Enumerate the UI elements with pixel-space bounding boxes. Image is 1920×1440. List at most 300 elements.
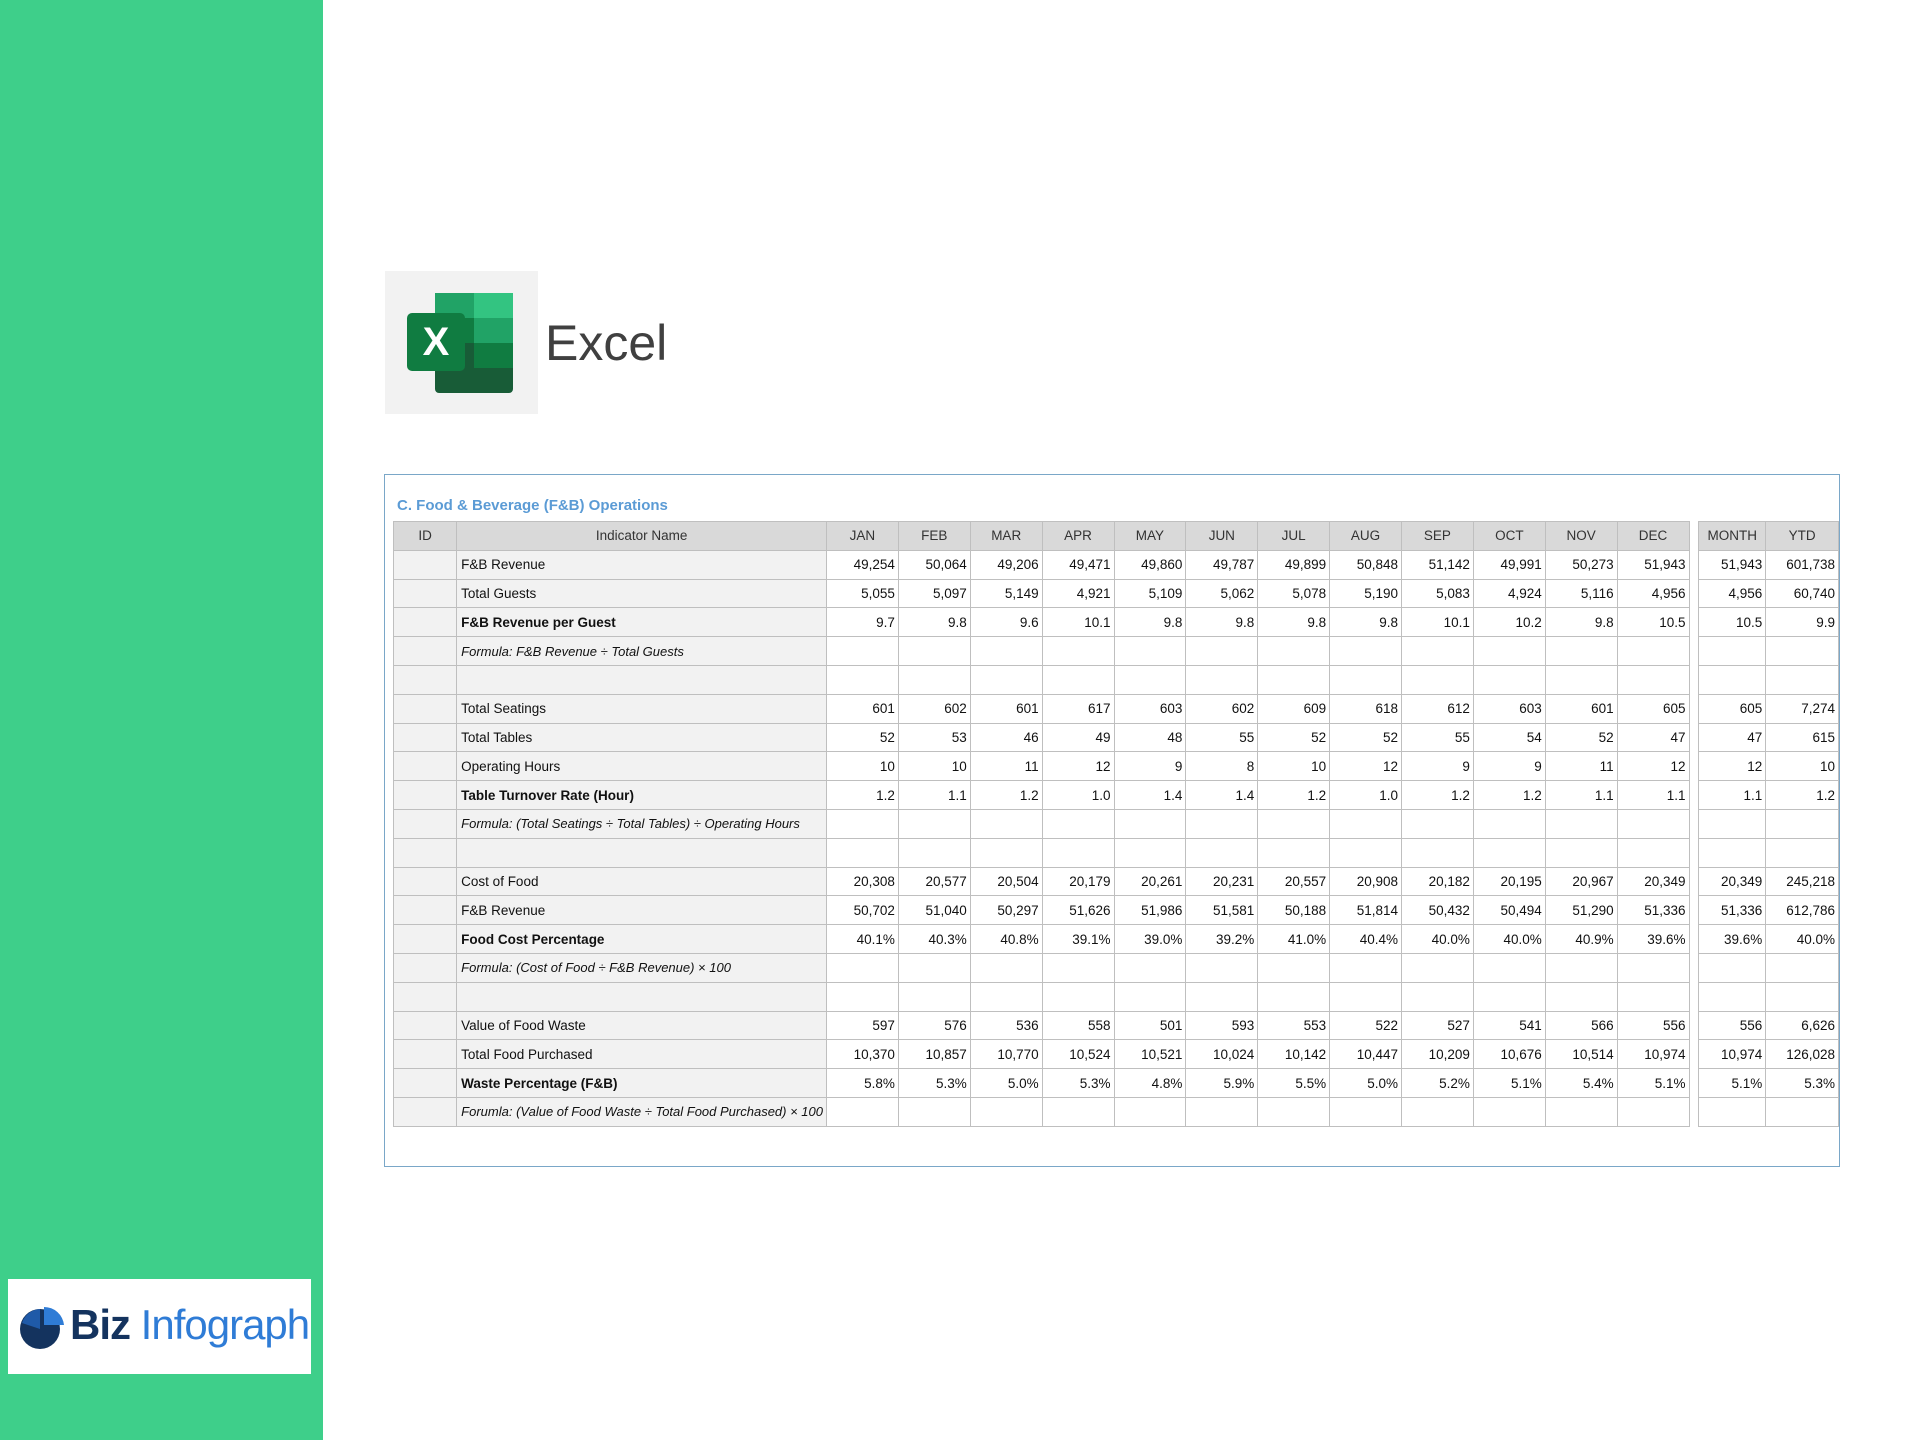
value-cell[interactable]: 553	[1258, 1011, 1330, 1040]
id-cell[interactable]	[394, 694, 457, 723]
value-cell[interactable]: 9.8	[898, 608, 970, 637]
value-cell[interactable]: 1.1	[1699, 781, 1766, 810]
value-cell[interactable]	[898, 838, 970, 867]
value-cell[interactable]	[1330, 809, 1402, 838]
value-cell[interactable]: 5,109	[1114, 579, 1186, 608]
value-cell[interactable]: 20,967	[1545, 867, 1617, 896]
value-cell[interactable]: 40.4%	[1330, 925, 1402, 954]
value-cell[interactable]: 5,190	[1330, 579, 1402, 608]
id-cell[interactable]	[394, 809, 457, 838]
value-cell[interactable]	[1186, 838, 1258, 867]
value-cell[interactable]	[1699, 953, 1766, 982]
column-header[interactable]: JUN	[1186, 522, 1258, 551]
id-cell[interactable]	[394, 867, 457, 896]
value-cell[interactable]: 9.6	[970, 608, 1042, 637]
value-cell[interactable]	[1617, 637, 1689, 666]
value-cell[interactable]: 9.8	[1258, 608, 1330, 637]
value-cell[interactable]: 605	[1617, 694, 1689, 723]
value-cell[interactable]: 49,254	[827, 550, 899, 579]
column-header[interactable]: AUG	[1330, 522, 1402, 551]
value-cell[interactable]	[898, 953, 970, 982]
value-cell[interactable]	[1617, 982, 1689, 1011]
value-cell[interactable]	[1473, 809, 1545, 838]
column-header[interactable]: NOV	[1545, 522, 1617, 551]
indicator-name-cell[interactable]: Total Guests	[457, 579, 827, 608]
value-cell[interactable]	[1042, 953, 1114, 982]
column-header[interactable]: Indicator Name	[457, 522, 827, 551]
value-cell[interactable]	[970, 953, 1042, 982]
value-cell[interactable]: 4,921	[1042, 579, 1114, 608]
value-cell[interactable]	[1617, 838, 1689, 867]
value-cell[interactable]: 47	[1699, 723, 1766, 752]
indicator-name-cell[interactable]: F&B Revenue per Guest	[457, 608, 827, 637]
value-cell[interactable]: 52	[1258, 723, 1330, 752]
value-cell[interactable]: 601	[1545, 694, 1617, 723]
value-cell[interactable]	[898, 1097, 970, 1126]
column-header[interactable]: APR	[1042, 522, 1114, 551]
id-cell[interactable]	[394, 579, 457, 608]
value-cell[interactable]: 609	[1258, 694, 1330, 723]
value-cell[interactable]: 60,740	[1766, 579, 1839, 608]
value-cell[interactable]	[1114, 809, 1186, 838]
value-cell[interactable]: 49	[1042, 723, 1114, 752]
value-cell[interactable]: 48	[1114, 723, 1186, 752]
value-cell[interactable]: 20,179	[1042, 867, 1114, 896]
value-cell[interactable]	[1473, 953, 1545, 982]
value-cell[interactable]	[1402, 1097, 1474, 1126]
value-cell[interactable]	[1545, 982, 1617, 1011]
value-cell[interactable]	[1186, 665, 1258, 694]
value-cell[interactable]: 49,471	[1042, 550, 1114, 579]
value-cell[interactable]: 20,349	[1617, 867, 1689, 896]
value-cell[interactable]: 10,676	[1473, 1040, 1545, 1069]
value-cell[interactable]: 50,702	[827, 896, 899, 925]
id-cell[interactable]	[394, 637, 457, 666]
value-cell[interactable]: 5.1%	[1699, 1069, 1766, 1098]
id-cell[interactable]	[394, 1040, 457, 1069]
value-cell[interactable]: 47	[1617, 723, 1689, 752]
value-cell[interactable]: 5.1%	[1617, 1069, 1689, 1098]
value-cell[interactable]: 12	[1042, 752, 1114, 781]
value-cell[interactable]	[827, 838, 899, 867]
id-cell[interactable]	[394, 752, 457, 781]
value-cell[interactable]: 20,182	[1402, 867, 1474, 896]
value-cell[interactable]: 50,188	[1258, 896, 1330, 925]
column-header[interactable]: JAN	[827, 522, 899, 551]
value-cell[interactable]: 39.6%	[1617, 925, 1689, 954]
id-cell[interactable]	[394, 896, 457, 925]
indicator-name-cell[interactable]: F&B Revenue	[457, 550, 827, 579]
value-cell[interactable]: 556	[1617, 1011, 1689, 1040]
value-cell[interactable]: 9.7	[827, 608, 899, 637]
value-cell[interactable]: 5,062	[1186, 579, 1258, 608]
value-cell[interactable]: 612,786	[1766, 896, 1839, 925]
value-cell[interactable]: 51,943	[1617, 550, 1689, 579]
indicator-name-cell[interactable]: F&B Revenue	[457, 896, 827, 925]
value-cell[interactable]: 10,524	[1042, 1040, 1114, 1069]
value-cell[interactable]: 40.0%	[1766, 925, 1839, 954]
value-cell[interactable]: 51,142	[1402, 550, 1474, 579]
value-cell[interactable]	[827, 809, 899, 838]
value-cell[interactable]: 541	[1473, 1011, 1545, 1040]
value-cell[interactable]: 10,024	[1186, 1040, 1258, 1069]
value-cell[interactable]: 51,943	[1699, 550, 1766, 579]
value-cell[interactable]: 54	[1473, 723, 1545, 752]
indicator-name-cell[interactable]: Value of Food Waste	[457, 1011, 827, 1040]
value-cell[interactable]: 576	[898, 1011, 970, 1040]
value-cell[interactable]: 536	[970, 1011, 1042, 1040]
value-cell[interactable]	[1258, 637, 1330, 666]
value-cell[interactable]: 10	[898, 752, 970, 781]
value-cell[interactable]: 6,626	[1766, 1011, 1839, 1040]
value-cell[interactable]: 10,974	[1699, 1040, 1766, 1069]
value-cell[interactable]: 5.0%	[1330, 1069, 1402, 1098]
value-cell[interactable]	[1699, 838, 1766, 867]
value-cell[interactable]: 12	[1330, 752, 1402, 781]
value-cell[interactable]: 49,860	[1114, 550, 1186, 579]
value-cell[interactable]: 1.2	[1402, 781, 1474, 810]
value-cell[interactable]: 11	[1545, 752, 1617, 781]
value-cell[interactable]: 605	[1699, 694, 1766, 723]
value-cell[interactable]: 49,206	[970, 550, 1042, 579]
value-cell[interactable]: 617	[1042, 694, 1114, 723]
value-cell[interactable]: 39.0%	[1114, 925, 1186, 954]
value-cell[interactable]: 8	[1186, 752, 1258, 781]
value-cell[interactable]: 527	[1402, 1011, 1474, 1040]
value-cell[interactable]: 5.3%	[898, 1069, 970, 1098]
value-cell[interactable]: 40.1%	[827, 925, 899, 954]
value-cell[interactable]: 522	[1330, 1011, 1402, 1040]
value-cell[interactable]: 20,504	[970, 867, 1042, 896]
column-header[interactable]: MONTH	[1699, 522, 1766, 551]
value-cell[interactable]: 5,083	[1402, 579, 1474, 608]
indicator-name-cell[interactable]: Operating Hours	[457, 752, 827, 781]
indicator-name-cell[interactable]: Total Food Purchased	[457, 1040, 827, 1069]
indicator-name-cell[interactable]: Cost of Food	[457, 867, 827, 896]
value-cell[interactable]: 10,521	[1114, 1040, 1186, 1069]
value-cell[interactable]	[1766, 982, 1839, 1011]
value-cell[interactable]	[1766, 953, 1839, 982]
value-cell[interactable]: 5.3%	[1766, 1069, 1839, 1098]
value-cell[interactable]: 9	[1402, 752, 1474, 781]
value-cell[interactable]: 40.8%	[970, 925, 1042, 954]
id-cell[interactable]	[394, 665, 457, 694]
value-cell[interactable]	[1545, 665, 1617, 694]
value-cell[interactable]: 597	[827, 1011, 899, 1040]
column-header[interactable]: SEP	[1402, 522, 1474, 551]
value-cell[interactable]: 10.5	[1699, 608, 1766, 637]
value-cell[interactable]: 9	[1114, 752, 1186, 781]
value-cell[interactable]: 1.2	[1766, 781, 1839, 810]
value-cell[interactable]: 9.8	[1186, 608, 1258, 637]
value-cell[interactable]: 126,028	[1766, 1040, 1839, 1069]
value-cell[interactable]	[1402, 637, 1474, 666]
id-cell[interactable]	[394, 925, 457, 954]
value-cell[interactable]	[1473, 665, 1545, 694]
value-cell[interactable]: 41.0%	[1258, 925, 1330, 954]
value-cell[interactable]	[970, 838, 1042, 867]
value-cell[interactable]: 50,848	[1330, 550, 1402, 579]
column-header[interactable]: DEC	[1617, 522, 1689, 551]
value-cell[interactable]	[1042, 1097, 1114, 1126]
value-cell[interactable]	[1545, 637, 1617, 666]
value-cell[interactable]	[1766, 1097, 1839, 1126]
value-cell[interactable]	[1473, 637, 1545, 666]
value-cell[interactable]	[1617, 665, 1689, 694]
value-cell[interactable]: 39.6%	[1699, 925, 1766, 954]
value-cell[interactable]: 603	[1114, 694, 1186, 723]
value-cell[interactable]: 46	[970, 723, 1042, 752]
value-cell[interactable]	[1402, 665, 1474, 694]
value-cell[interactable]: 20,349	[1699, 867, 1766, 896]
value-cell[interactable]: 50,494	[1473, 896, 1545, 925]
value-cell[interactable]	[1473, 1097, 1545, 1126]
indicator-name-cell[interactable]: Food Cost Percentage	[457, 925, 827, 954]
value-cell[interactable]: 9.8	[1545, 608, 1617, 637]
value-cell[interactable]: 51,626	[1042, 896, 1114, 925]
value-cell[interactable]: 4,956	[1617, 579, 1689, 608]
value-cell[interactable]	[1258, 982, 1330, 1011]
value-cell[interactable]	[1402, 809, 1474, 838]
value-cell[interactable]: 1.2	[1258, 781, 1330, 810]
value-cell[interactable]: 9.9	[1766, 608, 1839, 637]
value-cell[interactable]	[1699, 637, 1766, 666]
value-cell[interactable]	[1699, 665, 1766, 694]
value-cell[interactable]	[1042, 665, 1114, 694]
value-cell[interactable]: 10.5	[1617, 608, 1689, 637]
value-cell[interactable]: 55	[1186, 723, 1258, 752]
value-cell[interactable]: 10,770	[970, 1040, 1042, 1069]
value-cell[interactable]: 50,297	[970, 896, 1042, 925]
value-cell[interactable]: 556	[1699, 1011, 1766, 1040]
value-cell[interactable]	[1766, 665, 1839, 694]
value-cell[interactable]: 52	[1545, 723, 1617, 752]
value-cell[interactable]	[1545, 809, 1617, 838]
value-cell[interactable]	[1186, 637, 1258, 666]
value-cell[interactable]	[1545, 838, 1617, 867]
value-cell[interactable]: 10.1	[1042, 608, 1114, 637]
value-cell[interactable]: 4.8%	[1114, 1069, 1186, 1098]
value-cell[interactable]: 20,231	[1186, 867, 1258, 896]
value-cell[interactable]	[970, 982, 1042, 1011]
value-cell[interactable]: 39.2%	[1186, 925, 1258, 954]
value-cell[interactable]: 53	[898, 723, 970, 752]
id-cell[interactable]	[394, 723, 457, 752]
value-cell[interactable]: 52	[1330, 723, 1402, 752]
value-cell[interactable]: 40.3%	[898, 925, 970, 954]
id-cell[interactable]	[394, 1069, 457, 1098]
value-cell[interactable]: 1.4	[1114, 781, 1186, 810]
value-cell[interactable]	[1258, 1097, 1330, 1126]
value-cell[interactable]	[1114, 1097, 1186, 1126]
value-cell[interactable]: 5,149	[970, 579, 1042, 608]
value-cell[interactable]	[1473, 982, 1545, 1011]
value-cell[interactable]: 49,991	[1473, 550, 1545, 579]
value-cell[interactable]: 12	[1617, 752, 1689, 781]
value-cell[interactable]	[1114, 953, 1186, 982]
value-cell[interactable]	[1402, 982, 1474, 1011]
value-cell[interactable]: 1.1	[1545, 781, 1617, 810]
value-cell[interactable]: 10	[1766, 752, 1839, 781]
value-cell[interactable]: 602	[898, 694, 970, 723]
value-cell[interactable]	[1186, 1097, 1258, 1126]
indicator-name-cell[interactable]: Total Tables	[457, 723, 827, 752]
value-cell[interactable]: 10.2	[1473, 608, 1545, 637]
value-cell[interactable]: 1.2	[827, 781, 899, 810]
value-cell[interactable]: 12	[1699, 752, 1766, 781]
value-cell[interactable]: 5,116	[1545, 579, 1617, 608]
column-header[interactable]: MAR	[970, 522, 1042, 551]
value-cell[interactable]	[1114, 982, 1186, 1011]
value-cell[interactable]: 1.1	[898, 781, 970, 810]
value-cell[interactable]	[1042, 838, 1114, 867]
value-cell[interactable]	[1330, 838, 1402, 867]
value-cell[interactable]	[1699, 1097, 1766, 1126]
value-cell[interactable]: 9.8	[1114, 608, 1186, 637]
value-cell[interactable]	[1617, 809, 1689, 838]
value-cell[interactable]: 10,142	[1258, 1040, 1330, 1069]
value-cell[interactable]: 1.2	[970, 781, 1042, 810]
value-cell[interactable]	[1699, 809, 1766, 838]
value-cell[interactable]: 1.0	[1330, 781, 1402, 810]
formula-cell[interactable]: Forumla: (Value of Food Waste ÷ Total Food Purchased) × 100	[457, 1097, 827, 1126]
value-cell[interactable]	[1617, 953, 1689, 982]
value-cell[interactable]: 10,209	[1402, 1040, 1474, 1069]
value-cell[interactable]: 39.1%	[1042, 925, 1114, 954]
value-cell[interactable]	[1114, 838, 1186, 867]
value-cell[interactable]: 601,738	[1766, 550, 1839, 579]
column-header[interactable]: FEB	[898, 522, 970, 551]
value-cell[interactable]	[827, 953, 899, 982]
value-cell[interactable]: 5.4%	[1545, 1069, 1617, 1098]
column-header[interactable]: OCT	[1473, 522, 1545, 551]
value-cell[interactable]: 601	[827, 694, 899, 723]
value-cell[interactable]: 4,924	[1473, 579, 1545, 608]
value-cell[interactable]	[898, 809, 970, 838]
value-cell[interactable]: 20,261	[1114, 867, 1186, 896]
value-cell[interactable]	[1258, 953, 1330, 982]
value-cell[interactable]	[1545, 1097, 1617, 1126]
indicator-name-cell[interactable]: Table Turnover Rate (Hour)	[457, 781, 827, 810]
value-cell[interactable]: 5,097	[898, 579, 970, 608]
value-cell[interactable]	[1186, 809, 1258, 838]
value-cell[interactable]: 5.1%	[1473, 1069, 1545, 1098]
value-cell[interactable]	[1330, 953, 1402, 982]
value-cell[interactable]: 4,956	[1699, 579, 1766, 608]
value-cell[interactable]: 10,974	[1617, 1040, 1689, 1069]
value-cell[interactable]: 20,195	[1473, 867, 1545, 896]
value-cell[interactable]: 51,040	[898, 896, 970, 925]
column-header[interactable]: MAY	[1114, 522, 1186, 551]
value-cell[interactable]	[1258, 809, 1330, 838]
value-cell[interactable]: 5.5%	[1258, 1069, 1330, 1098]
value-cell[interactable]	[827, 1097, 899, 1126]
value-cell[interactable]: 51,814	[1330, 896, 1402, 925]
id-cell[interactable]	[394, 781, 457, 810]
value-cell[interactable]: 5.2%	[1402, 1069, 1474, 1098]
id-cell[interactable]	[394, 953, 457, 982]
column-header[interactable]: ID	[394, 522, 457, 551]
value-cell[interactable]	[827, 982, 899, 1011]
value-cell[interactable]: 603	[1473, 694, 1545, 723]
value-cell[interactable]	[1258, 838, 1330, 867]
value-cell[interactable]	[1042, 982, 1114, 1011]
value-cell[interactable]: 49,787	[1186, 550, 1258, 579]
value-cell[interactable]: 51,581	[1186, 896, 1258, 925]
value-cell[interactable]	[1114, 665, 1186, 694]
value-cell[interactable]: 593	[1186, 1011, 1258, 1040]
value-cell[interactable]	[827, 665, 899, 694]
value-cell[interactable]: 5,055	[827, 579, 899, 608]
value-cell[interactable]: 1.4	[1186, 781, 1258, 810]
value-cell[interactable]	[1617, 1097, 1689, 1126]
id-cell[interactable]	[394, 1011, 457, 1040]
value-cell[interactable]: 20,908	[1330, 867, 1402, 896]
value-cell[interactable]: 55	[1402, 723, 1474, 752]
value-cell[interactable]	[1258, 665, 1330, 694]
value-cell[interactable]: 50,273	[1545, 550, 1617, 579]
value-cell[interactable]: 50,432	[1402, 896, 1474, 925]
value-cell[interactable]: 5.3%	[1042, 1069, 1114, 1098]
value-cell[interactable]: 20,557	[1258, 867, 1330, 896]
value-cell[interactable]: 1.1	[1617, 781, 1689, 810]
value-cell[interactable]: 601	[970, 694, 1042, 723]
value-cell[interactable]	[1330, 665, 1402, 694]
value-cell[interactable]: 51,290	[1545, 896, 1617, 925]
value-cell[interactable]: 1.2	[1473, 781, 1545, 810]
value-cell[interactable]: 10.1	[1402, 608, 1474, 637]
value-cell[interactable]	[1330, 982, 1402, 1011]
indicator-name-cell[interactable]	[457, 838, 827, 867]
value-cell[interactable]	[1402, 838, 1474, 867]
id-cell[interactable]	[394, 550, 457, 579]
value-cell[interactable]: 10,447	[1330, 1040, 1402, 1069]
value-cell[interactable]	[1545, 953, 1617, 982]
value-cell[interactable]: 10,370	[827, 1040, 899, 1069]
value-cell[interactable]: 10,857	[898, 1040, 970, 1069]
value-cell[interactable]: 51,336	[1617, 896, 1689, 925]
column-header[interactable]: YTD	[1766, 522, 1839, 551]
value-cell[interactable]	[1766, 809, 1839, 838]
id-cell[interactable]	[394, 982, 457, 1011]
value-cell[interactable]	[1114, 637, 1186, 666]
value-cell[interactable]	[1699, 982, 1766, 1011]
value-cell[interactable]: 10,514	[1545, 1040, 1617, 1069]
value-cell[interactable]: 602	[1186, 694, 1258, 723]
indicator-name-cell[interactable]	[457, 665, 827, 694]
column-header[interactable]: JUL	[1258, 522, 1330, 551]
value-cell[interactable]: 612	[1402, 694, 1474, 723]
value-cell[interactable]: 40.0%	[1402, 925, 1474, 954]
value-cell[interactable]: 1.0	[1042, 781, 1114, 810]
value-cell[interactable]	[1186, 982, 1258, 1011]
value-cell[interactable]: 615	[1766, 723, 1839, 752]
value-cell[interactable]	[1330, 1097, 1402, 1126]
value-cell[interactable]	[898, 637, 970, 666]
value-cell[interactable]: 5.0%	[970, 1069, 1042, 1098]
value-cell[interactable]	[1330, 637, 1402, 666]
value-cell[interactable]: 10	[827, 752, 899, 781]
value-cell[interactable]: 5,078	[1258, 579, 1330, 608]
id-cell[interactable]	[394, 1097, 457, 1126]
value-cell[interactable]: 7,274	[1766, 694, 1839, 723]
value-cell[interactable]: 501	[1114, 1011, 1186, 1040]
value-cell[interactable]: 5.9%	[1186, 1069, 1258, 1098]
value-cell[interactable]: 5.8%	[827, 1069, 899, 1098]
value-cell[interactable]	[1186, 953, 1258, 982]
formula-cell[interactable]: Formula: F&B Revenue ÷ Total Guests	[457, 637, 827, 666]
value-cell[interactable]: 40.0%	[1473, 925, 1545, 954]
